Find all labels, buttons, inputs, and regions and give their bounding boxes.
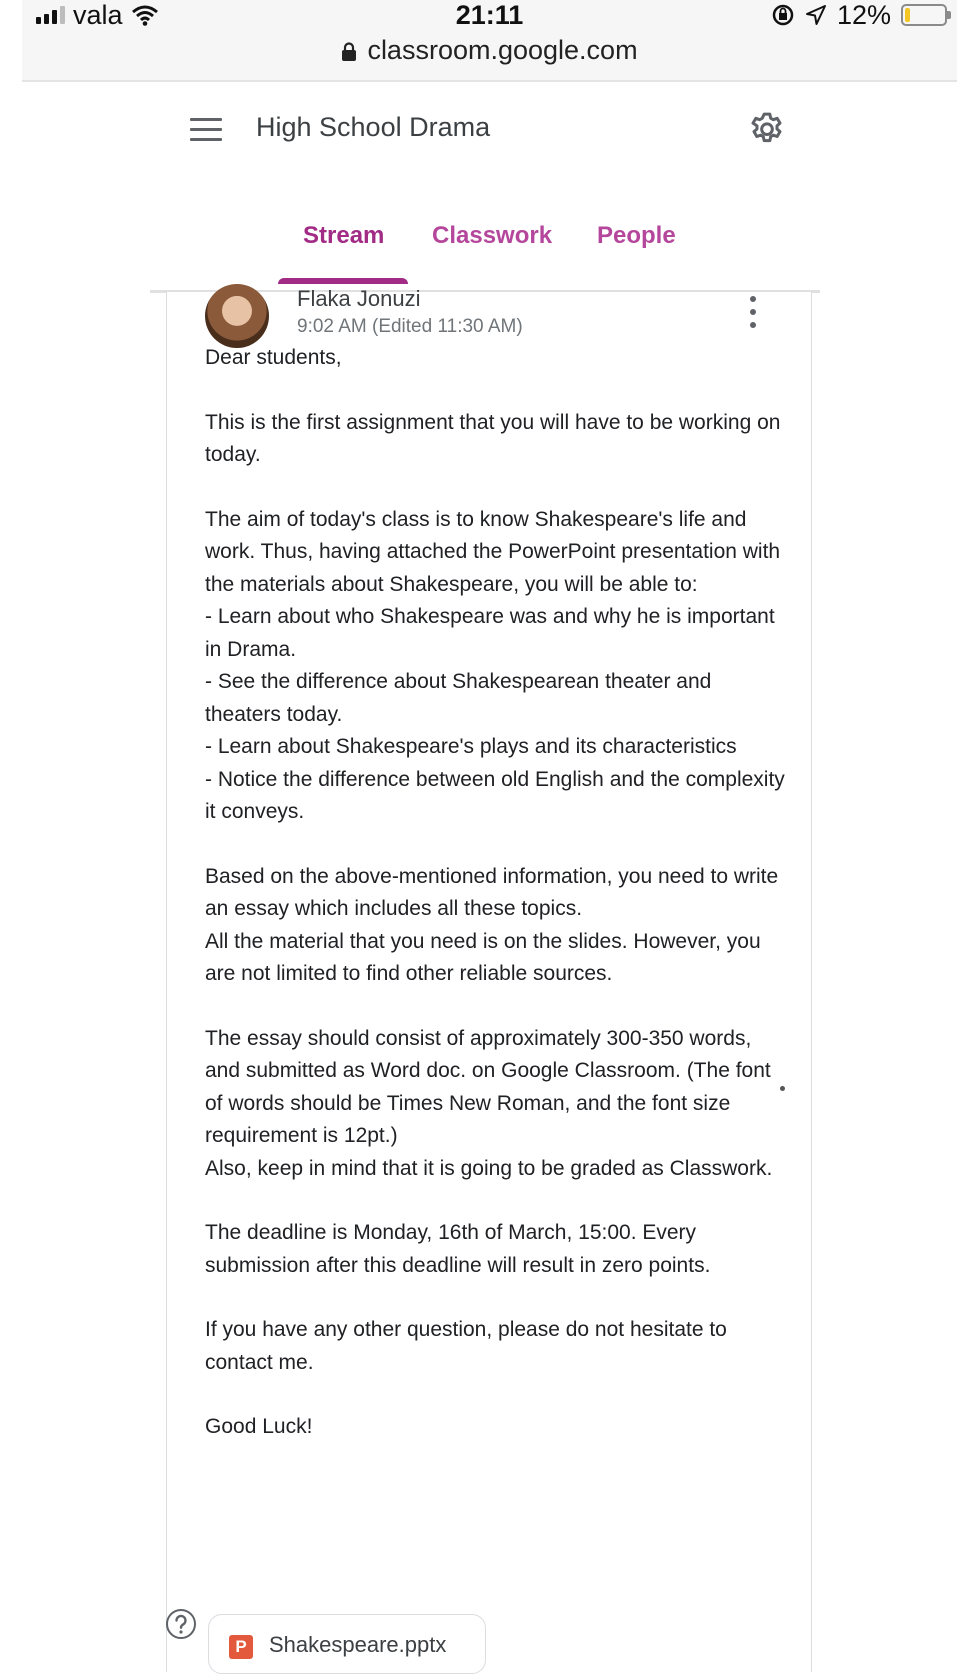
body-line: - Notice the difference between old English and the complexity it conveys. [205,767,785,823]
body-line: - See the difference about Shakespearean theater and theaters today. [205,670,712,726]
menu-icon[interactable] [190,118,222,142]
location-arrow-icon [805,4,827,26]
tab-stream[interactable]: Stream [303,222,385,249]
class-title: High School Drama [256,112,491,142]
body-line: Dear students, [205,346,342,369]
clock: 21:11 [455,0,524,30]
tab-people[interactable]: People [597,222,676,249]
browser-top-bar [22,0,957,82]
powerpoint-icon: P [229,1635,253,1659]
body-line: Good Luck! [205,1415,313,1438]
more-options-icon[interactable] [747,296,759,328]
url-text: classroom.google.com [367,35,638,65]
body-line: Based on the above-mentioned information, you need to write an essay which includes all these topics. [205,864,779,920]
status-right [771,0,947,30]
body-line: - Learn about who Shakespeare was and why he is important in Drama. [205,605,775,661]
attachment-chip[interactable] [208,1614,486,1674]
class-tabs [150,210,820,293]
battery-percent: 12% [836,0,891,30]
orientation-lock-icon [771,3,795,27]
author-avatar [205,284,269,348]
post-timestamp: 9:02 AM (Edited 11:30 AM) [297,316,523,337]
settings-gear-icon[interactable] [747,110,787,150]
class-header [150,100,810,160]
tab-classwork[interactable]: Classwork [432,222,553,249]
announcement-card [166,286,812,1672]
help-icon[interactable] [165,1608,197,1640]
address-bar[interactable] [22,32,957,68]
body-line: If you have any other question, please do not hesitate to contact me. [205,1318,727,1374]
lock-icon [341,42,357,62]
body-line: All the material that you need is on the slides. However, you are not limited to find other reliable sources. [205,929,761,985]
body-line: Also, keep in mind that it is going to be graded as Classwork. [205,1156,773,1180]
author-name: Flaka Jonuzi [297,286,421,311]
body-line: The deadline is Monday, 16th of March, 15:00. Every submission after this deadline will result in zero points. [205,1221,711,1277]
body-line: The aim of today's class is to know Shakespeare's life and work. Thus, having attached the PowerPoint presentation with the materials about Shakespeare, you will be able to: [205,507,781,596]
attachment-file-name: Shakespeare.pptx [269,1632,447,1657]
body-line: - Learn about Shakespeare's plays and its characteristics [205,735,737,758]
active-tab-indicator [278,278,408,284]
carrier-name: vala [73,0,123,30]
announcement-body [205,342,785,1444]
body-line: The essay should consist of approximately 300-350 words, and submitted as Word doc. on Google Classroom. (The font of words should be Times New Roman, and the font size requirement is 12pt.) [205,1026,771,1147]
body-line: This is the first assignment that you will have to be working on today. [205,410,781,466]
scroll-dot [780,1086,785,1091]
battery-icon [901,4,947,26]
battery-level-fill [905,8,910,22]
